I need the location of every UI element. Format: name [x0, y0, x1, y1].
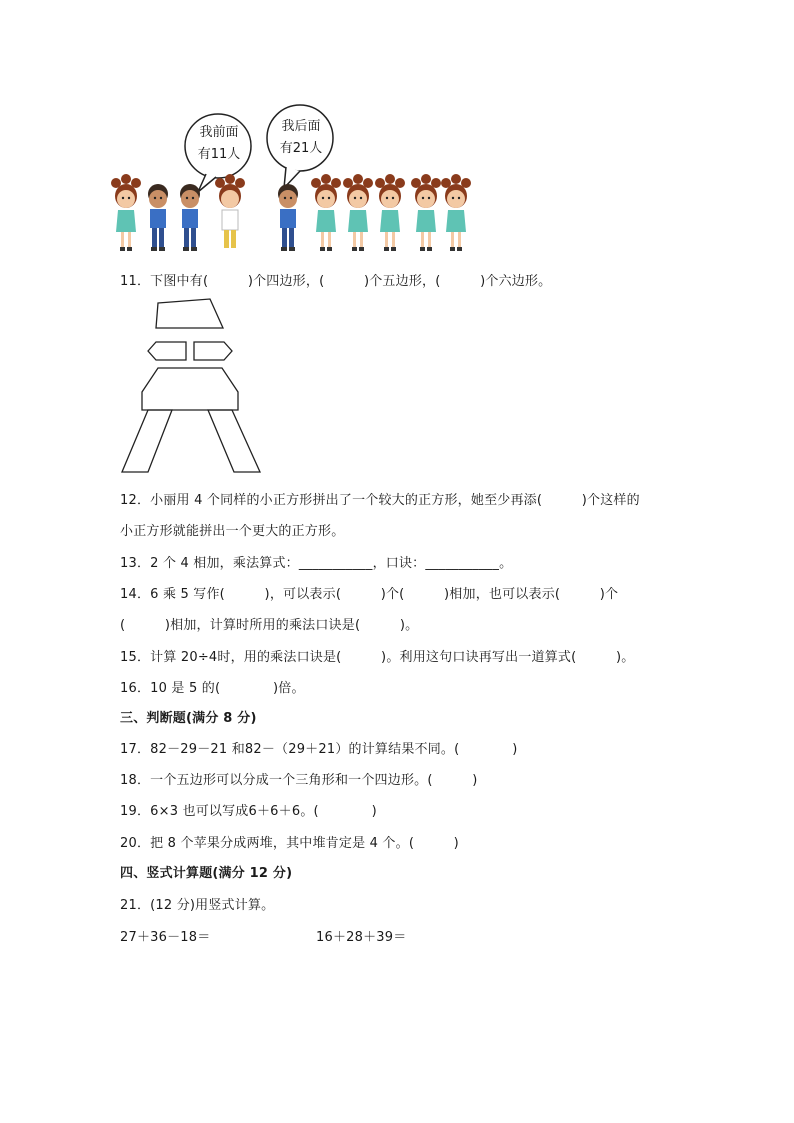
question-14-line1: 14．6 乘 5 写作( )，可以表示( )个( )相加，也可以表示( )个	[120, 587, 619, 602]
section-4-heading: 四、竖式计算题(满分 12 分)	[120, 866, 293, 881]
shapes-figure	[118, 296, 268, 478]
question-16: 16．10 是 5 的( )倍。	[120, 681, 305, 696]
bubble-right-line1: 我后面	[281, 119, 321, 134]
question-12-line2: 小正方形就能拼出一个更大的正方形。	[120, 524, 345, 539]
question-19: 19．6×3 也可以写成6＋6＋6。( )	[120, 804, 377, 819]
question-12-line1: 12．小丽用 4 个同样的小正方形拼出了一个较大的正方形，她至少再添( )个这样的	[120, 493, 640, 508]
question-15: 15．计算 20÷4时，用的乘法口诀是( )。利用这句口诀再写出一道算式( )。	[120, 650, 635, 665]
bubble-left-line1: 我前面	[199, 125, 239, 140]
bubble-left-line2: 有11人	[197, 147, 241, 162]
calc-problem-1: 27＋36－18＝	[120, 930, 211, 945]
question-11: 11．下图中有( )个四边形，( )个五边形，( )个六边形。	[120, 274, 552, 289]
question-20: 20．把 8 个苹果分成两堆，其中堆肯定是 4 个。( )	[120, 836, 459, 851]
children-queue	[118, 184, 463, 256]
question-17: 17．82－29－21 和82－（29＋21）的计算结果不同。( )	[120, 742, 518, 757]
question-14-line2: ( )相加，计算时所用的乘法口诀是( )。	[120, 618, 419, 633]
calc-problem-2: 16＋28＋39＝	[316, 930, 407, 945]
bubble-right-line2: 有21人	[279, 141, 323, 156]
question-18: 18．一个五边形可以分成一个三角形和一个四边形。( )	[120, 773, 478, 788]
question-13: 13．2 个 4 相加，乘法算式：___________，口诀：___________。	[120, 556, 513, 571]
question-21: 21．(12 分)用竖式计算。	[120, 898, 275, 913]
section-3-heading: 三、判断题(满分 8 分)	[120, 711, 257, 726]
